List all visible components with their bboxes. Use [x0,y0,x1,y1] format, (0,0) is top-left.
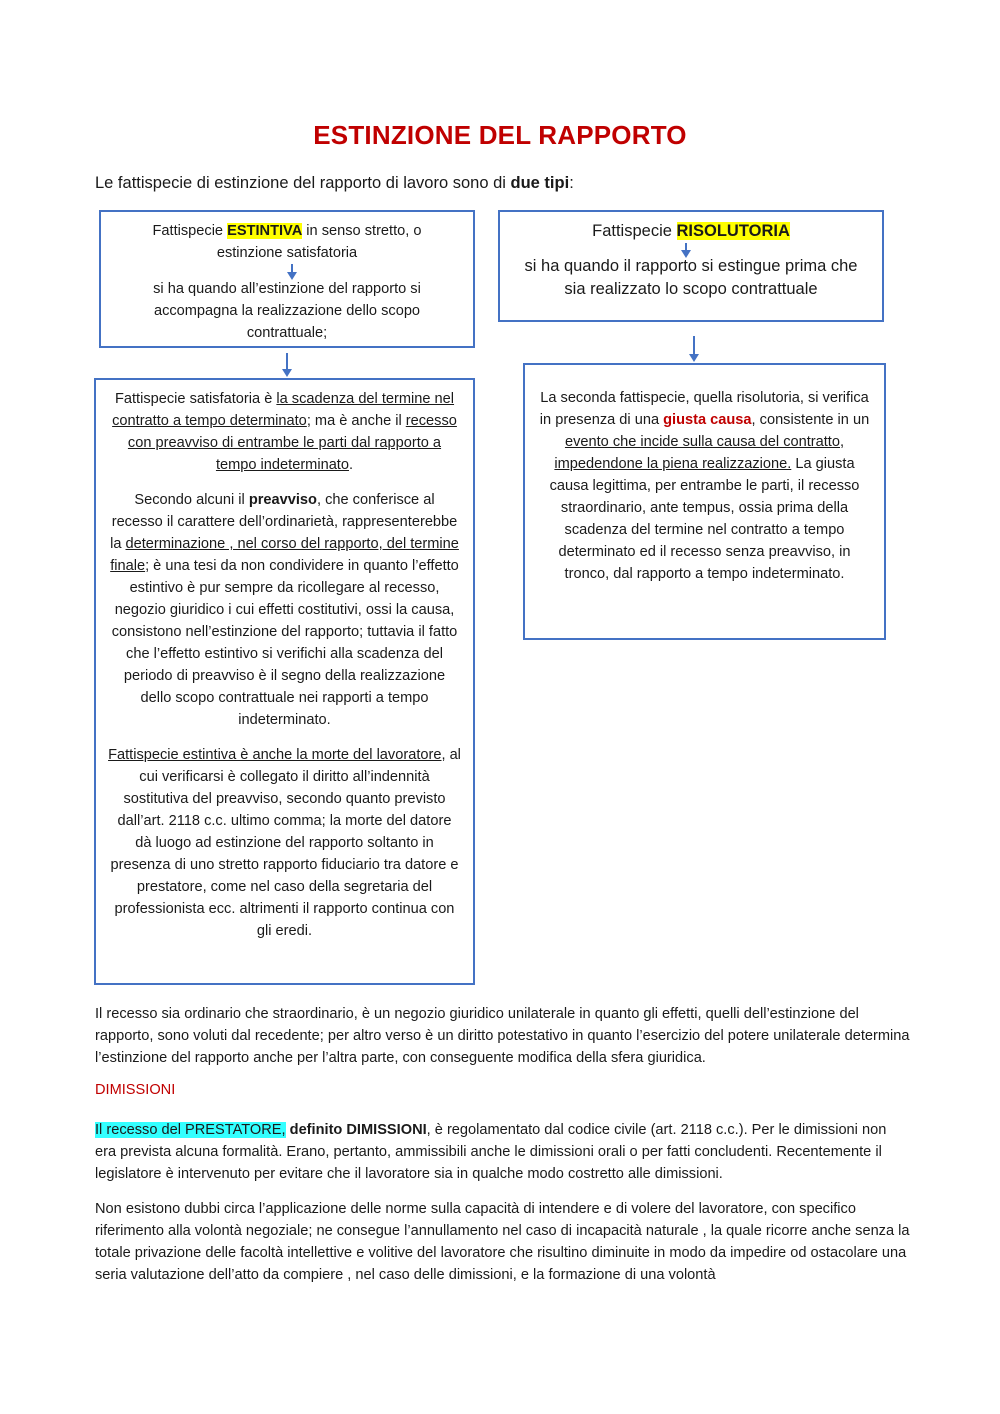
paragraph-dimissioni: Il recesso del PRESTATORE, definito DIMISSIONI, è regolamentato dal codice civile (art. 2118 c.c.). Per le dimissioni non era prevista alcuna formalità. Erano, pertanto, ammissibili anche le dimissioni orali o per fatti concludenti. Recentemente il legislatore è intervenuto per evitare che il lavoratore sia in qualche modo costretto alle dimissioni. [95,1122,887,1182]
risolutoria-description: si ha quando il rapporto si estingue prima che sia realizzato lo scopo contrattuale [524,257,858,298]
satisfatoria-paragraph-3: Fattispecie estintiva è anche la morte del lavoratore, al cui verificarsi è collegato il diritto all’indennità sostitutiva del preavviso, secondo quanto previsto dall’art. 2118 c.c. ultimo comma; la morte del datore dà luogo ad estinzione del rapporto soltanto in presenza di uno stretto rapporto fiduciario tra datore e prestatore, come nel caso della segretaria del professionista ecc. altrimenti il rapporto continua con gli eredi. [108,747,461,939]
estintiva-heading: Fattispecie ESTINTIVA in senso stretto, o estinzione satisfatoria [152,223,422,261]
arrow-down-icon [693,336,695,356]
arrow-down-icon [286,353,288,371]
arrow-down-icon [291,264,293,274]
box-fattispecie-satisfatoria [94,378,475,985]
paragraph-recesso: Il recesso sia ordinario che straordinario, è un negozio giuridico unilaterale in quanto gli effetti, quelli dell’estinzione del rapporto, sono voluti dal recedente; per altro verso è un diritto potestativo in quanto l’esercizio del potere unilaterale determina l’estinzione del rapporto anche per l’altra parte, con conseguente modifica della sfera giuridica. [95,1006,910,1066]
satisfatoria-paragraph-2: Secondo alcuni il preavviso, che conferisce al recesso il carattere dell’ordinarietà, rappresenterebbe la determinazione , nel corso del rapporto, del termine finale; è una tesi da non condividere in quanto l’effetto estintivo è pur sempre da ricollegare al recesso, negozio giuridico i cui effetti costitutivi, ossi la causa, consistono nell’estinzione del rapporto; tuttavia il fatto che l’effetto estintivo si verifichi alla scadenza del periodo di preavviso è il segno della realizzazione dello scopo contrattuale nei rapporti a tempo indeterminato. [110,492,459,728]
estintiva-highlight: ESTINTIVA [227,223,303,239]
paragraph-capacita: Non esistono dubbi circa l’applicazione delle norme sulla capacità di intendere e di volere del lavoratore, con specifico riferimento alla volontà negoziale; ne consegue l’annullamento nel caso di incapacità naturale , la quale ricorre anche senza la totale privazione delle facoltà intellettive e volitive del lavoratore che risultino diminuite in modo da impedire od ostacolare una seria valutazione dell’atto da compiere , nel caso delle dimissioni, e la formazione di una volontà [95,1201,910,1283]
satisfatoria-paragraph-1: Fattispecie satisfatoria è la scadenza del termine nel contratto a tempo determinato; ma è anche il recesso con preavviso di entrambe le parti dal rapporto a tempo indeterminato. [112,391,457,473]
intro-text: Le fattispecie di estinzione del rapporto di lavoro sono di due tipi: [95,174,574,192]
estintiva-description: si ha quando all’estinzione del rapporto si accompagna la realizzazione dello scopo contrattuale; [153,281,421,341]
arrow-down-icon [685,243,687,252]
risolutoria-highlight: RISOLUTORIA [676,222,790,240]
risolutoria-detail-text: La seconda fattispecie, quella risolutoria, si verifica in presenza di una giusta causa, consistente in un evento che incide sulla causa del contratto, impedendone la piena realizzazione. La giusta causa legittima, per entrambe le parti, il recesso straordinario, ante tempus, ossia prima della scadenza del termine nel contratto a tempo determinato ed il recesso senza preavviso, in tronco, dal rapporto a tempo indeterminato. [539,390,870,582]
risolutoria-heading: Fattispecie RISOLUTORIA [592,222,790,240]
box-risolutoria-detail [523,363,886,640]
section-heading-dimissioni: DIMISSIONI [95,1082,176,1098]
page-title: ESTINZIONE DEL RAPPORTO [313,120,687,150]
box-fattispecie-risolutoria [498,210,884,322]
